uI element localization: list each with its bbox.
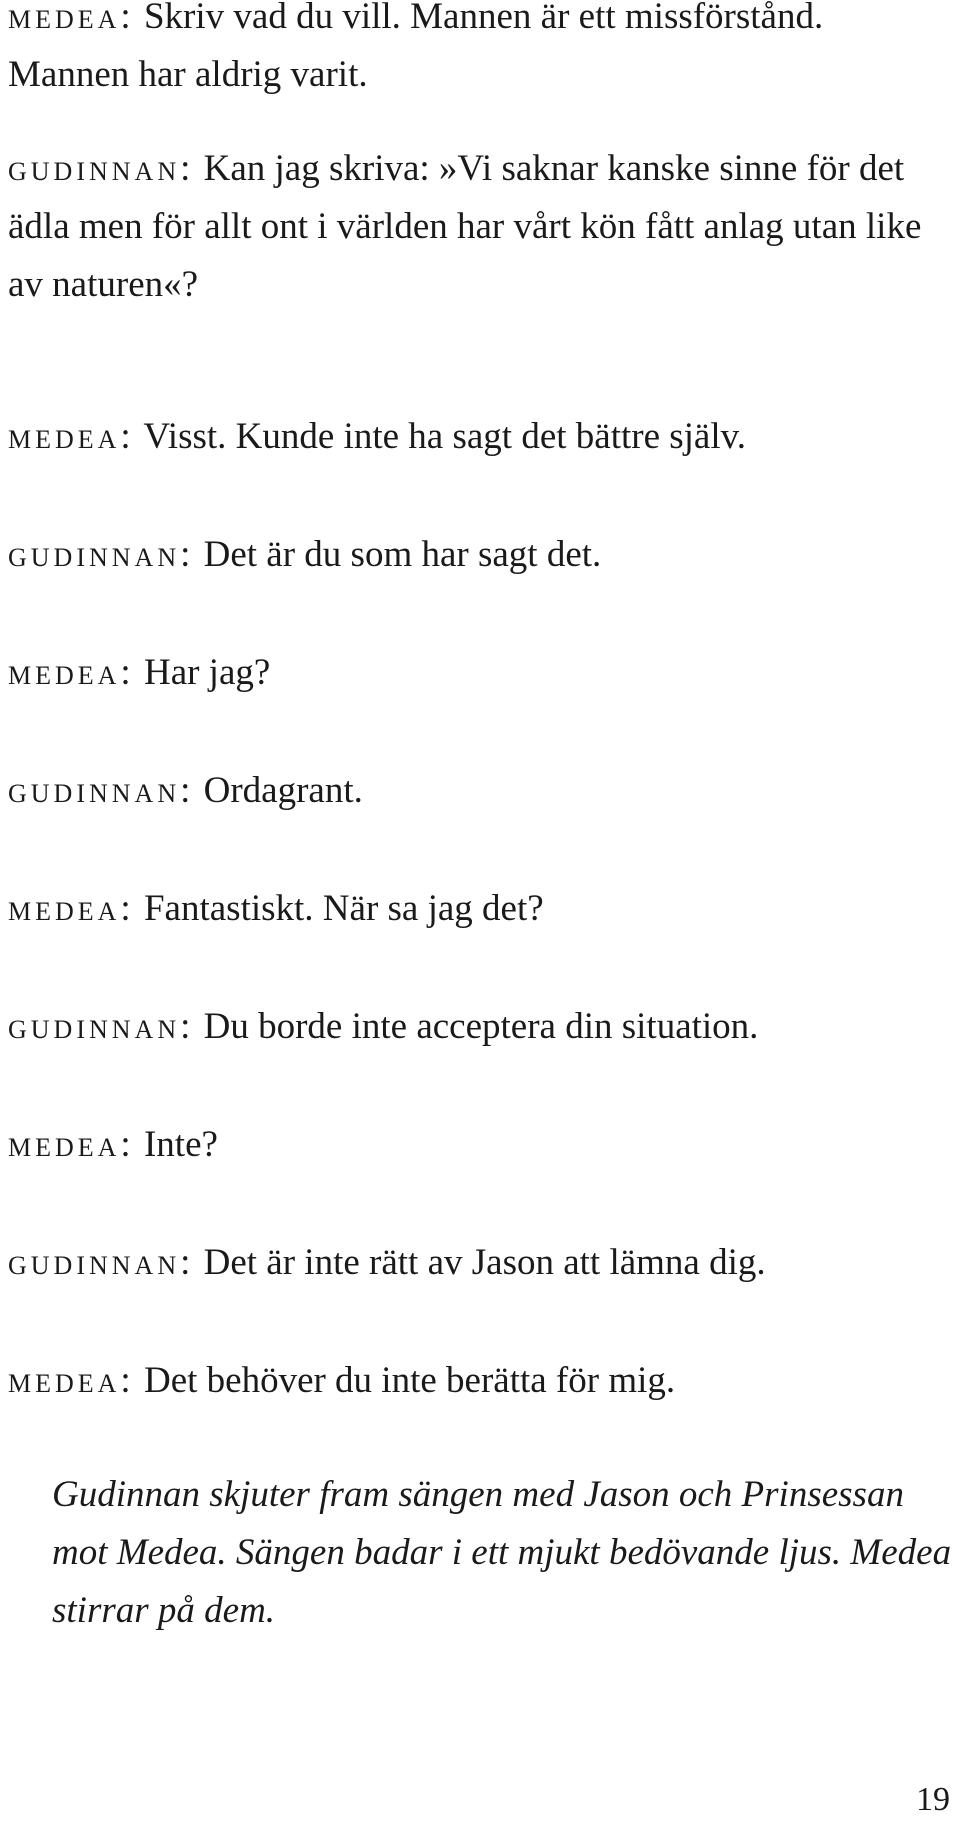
dialogue-line xyxy=(8,880,953,938)
dialogue-line xyxy=(8,644,953,702)
speaker-name: medea: xyxy=(8,416,135,457)
dialogue-line xyxy=(8,762,953,820)
dialogue-text: Det är du som har sagt det. xyxy=(203,534,602,575)
speaker-name: gudinnan: xyxy=(8,770,195,811)
dialogue-line xyxy=(8,140,953,314)
dialogue-text: Visst. Kunde inte ha sagt det bättre själv. xyxy=(143,416,746,457)
dialogue-text: Skriv vad du vill. Mannen är ett missförstånd. Mannen har aldrig varit. xyxy=(8,0,824,95)
dialogue-line xyxy=(8,1352,953,1410)
dialogue-line xyxy=(8,526,953,584)
speaker-name: medea: xyxy=(8,652,135,693)
speaker-name: medea: xyxy=(8,1360,135,1401)
speaker-name: gudinnan: xyxy=(8,534,195,575)
speaker-name: medea: xyxy=(8,0,135,37)
speaker-name: gudinnan: xyxy=(8,1006,195,1047)
speaker-name: gudinnan: xyxy=(8,1242,195,1283)
dialogue-text: Du borde inte acceptera din situation. xyxy=(203,1006,759,1047)
dialogue-text: Har jag? xyxy=(143,652,271,693)
dialogue-text: Fantastiskt. När sa jag det? xyxy=(143,888,544,929)
dialogue-text: Det är inte rätt av Jason att lämna dig. xyxy=(203,1242,766,1283)
dialogue-text: Kan jag skriva: »Vi saknar kanske sinne för det ädla men för allt ont i världen har vårt kön fått anlag utan like av naturen«? xyxy=(8,148,922,305)
page-number: 19 xyxy=(916,1781,950,1818)
dialogue-text: Ordagrant. xyxy=(203,770,363,811)
dialogue-text: Det behöver du inte berätta för mig. xyxy=(143,1360,676,1401)
dialogue-text: Inte? xyxy=(143,1124,218,1165)
speaker-name: medea: xyxy=(8,1124,135,1165)
speaker-name: gudinnan: xyxy=(8,148,195,189)
dialogue-line xyxy=(8,1234,953,1292)
dialogue-line xyxy=(8,1116,953,1174)
stage-direction: Gudinnan skjuter fram sängen med Jason och Prinsessan mot Medea. Sängen badar i ett mjukt bedövande ljus. Medea stirrar på dem. xyxy=(52,1474,952,1631)
dialogue-line xyxy=(8,0,953,104)
speaker-name: medea: xyxy=(8,888,135,929)
dialogue-line xyxy=(8,998,953,1056)
dialogue-line xyxy=(8,408,953,466)
